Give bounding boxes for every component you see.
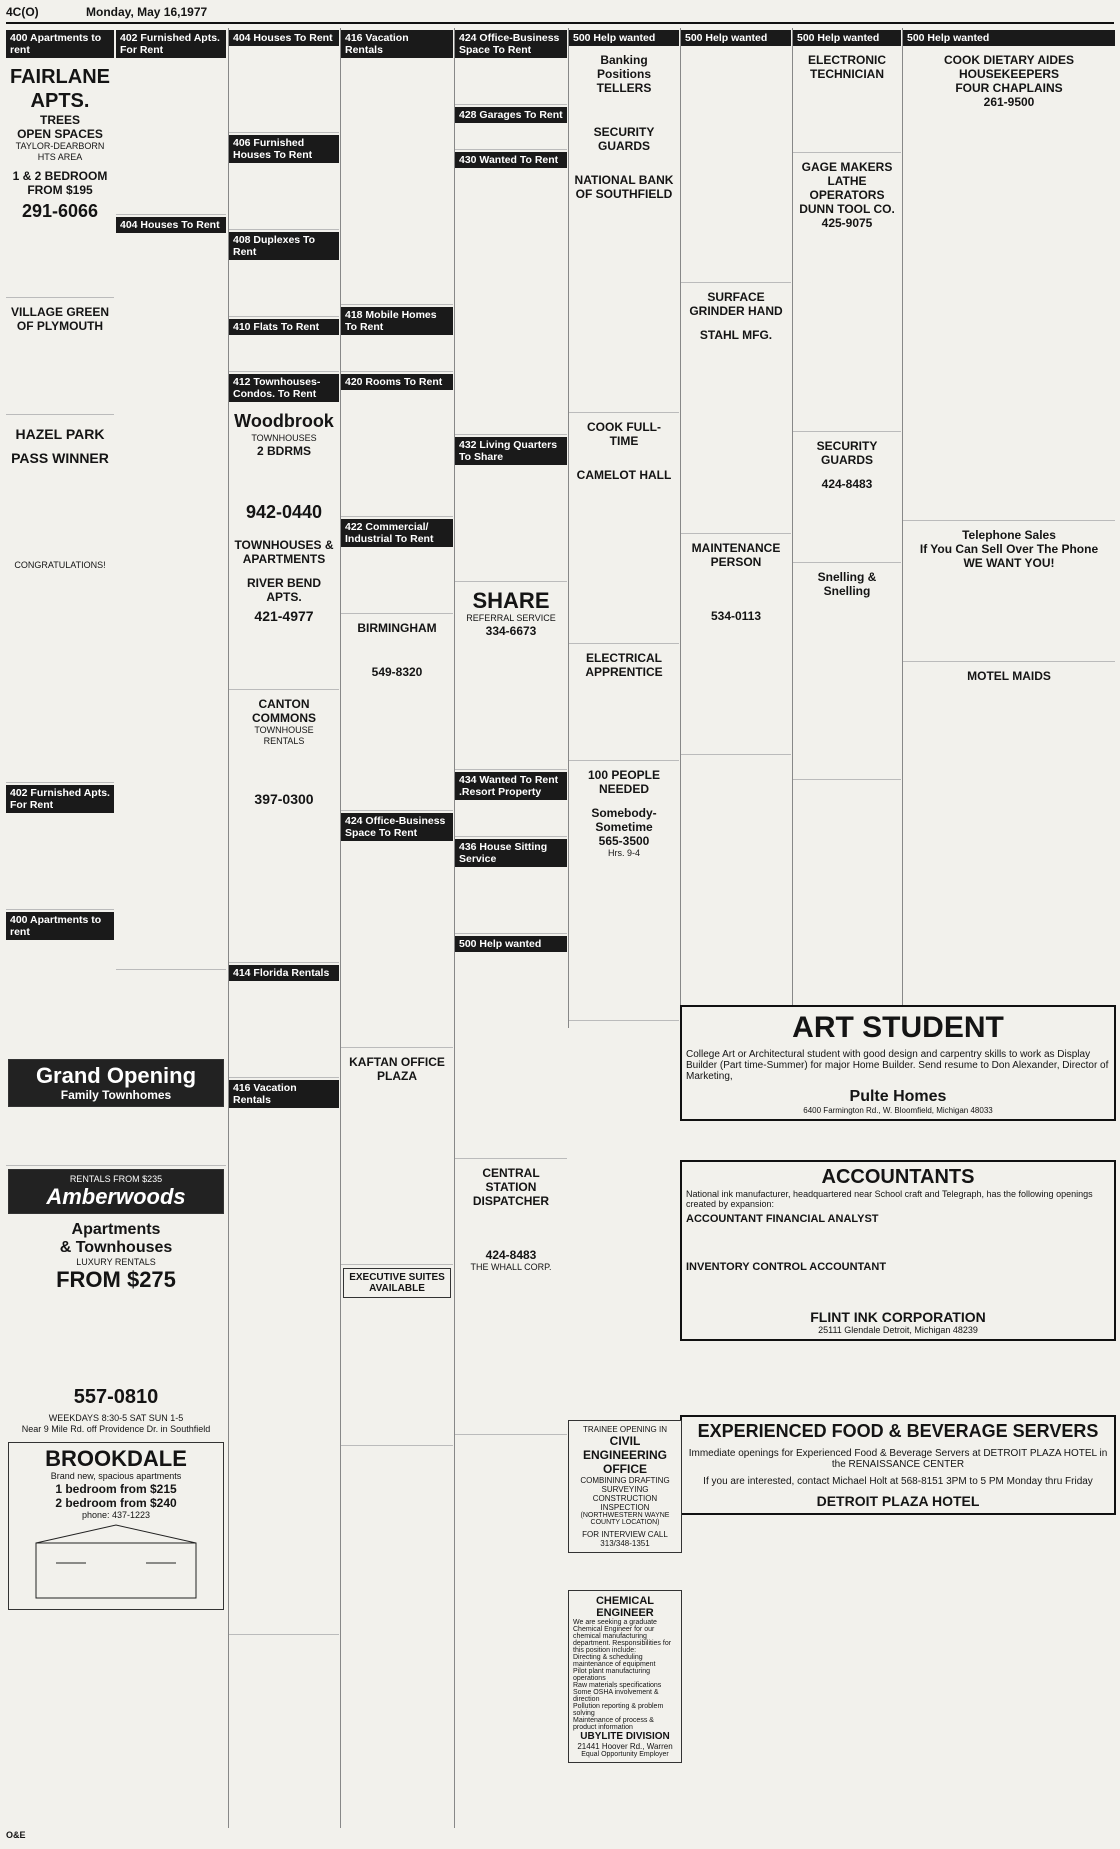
executive-title: EXECUTIVE SUITES AVAILABLE	[349, 1272, 445, 1294]
coach-l2: & Townhouses	[59, 1239, 173, 1256]
section-header-help-4: 500 Help wanted	[793, 30, 901, 46]
canton-ad	[231, 693, 337, 815]
fairlane-beds: 1 & 2 BEDROOM	[12, 169, 108, 183]
accountants-ad	[680, 1160, 1116, 1341]
art-student-ad	[680, 1005, 1116, 1121]
village-green-ad	[8, 301, 112, 337]
column-2	[116, 28, 226, 1053]
list-item	[6, 233, 114, 298]
cook-title: COOK FULL-TIME	[587, 420, 661, 448]
brookdale-phone: phone: 437-1223	[81, 1510, 151, 1520]
section-header-houses-2: 404 Houses To Rent	[229, 30, 339, 46]
list-item	[455, 467, 567, 582]
village-green-title: VILLAGE GREEN OF PLYMOUTH	[10, 305, 109, 333]
security-title: SECURITY GUARDS	[593, 125, 655, 153]
section-header-help-2: 500 Help wanted	[569, 30, 679, 46]
woodbrook-phone: 942-0440	[245, 502, 323, 522]
cook-ad	[571, 416, 677, 486]
list-item	[341, 1301, 453, 1446]
column-5	[454, 28, 567, 1828]
fairlane-title: FAIRLANE APTS.	[10, 66, 110, 112]
motel-ad	[905, 665, 1113, 687]
brookdale-p2: 2 bedroom from $240	[55, 1496, 177, 1510]
list-item	[229, 337, 339, 372]
gage-name: DUNN TOOL CO.	[799, 202, 895, 216]
section-header-garages: 428 Garages To Rent	[455, 107, 567, 123]
telephone-l3: WE WANT YOU!	[963, 556, 1055, 570]
fairlane-trees: TREES	[39, 113, 80, 127]
list-item	[455, 645, 567, 770]
list-item: Pilot plant manufacturing operations	[573, 1668, 651, 1682]
art-title: ART STUDENT	[792, 1011, 1004, 1044]
accountants-addr: 25111 Glendale Detroit, Michigan 48239	[818, 1325, 978, 1335]
kaftan-title: KAFTAN OFFICE PLAZA	[349, 1055, 445, 1083]
telephone-l2: If You Can Sell Over The Phone	[919, 542, 1099, 556]
civil-l3: (NORTHWESTERN WAYNE COUNTY LOCATION)	[580, 1512, 670, 1526]
telephone-l1: Telephone Sales	[962, 528, 1056, 542]
list-item	[341, 1090, 453, 1265]
motel-title: MOTEL MAIDS	[967, 669, 1051, 683]
list-item	[229, 818, 339, 963]
kaftan-ad	[343, 1051, 451, 1087]
coach-price: FROM $275	[56, 1267, 176, 1292]
list-item: Pollution reporting & problem solving	[573, 1703, 664, 1717]
grinder-title: SURFACE GRINDER HAND	[689, 290, 783, 318]
woodbrook-sub: TOWNHOUSES	[251, 433, 317, 443]
food-name: DETROIT PLAZA HOTEL	[816, 1493, 980, 1509]
somebody-title: Somebody-Sometime	[591, 806, 657, 834]
column-9	[902, 28, 1115, 1028]
fairlane-area: TAYLOR-DEARBORN HTS AREA	[15, 141, 105, 162]
art-addr: 6400 Farmington Rd., W. Bloomfield, Michigan 48033	[803, 1106, 993, 1115]
chemical-body: We are seeking a graduate Chemical Engineer for our chemical manufacturing department. Responsibilities for this position include:	[573, 1619, 672, 1654]
grand-opening-title: Grand Opening	[35, 1063, 197, 1088]
column-6	[568, 28, 679, 1028]
guards2-ad	[795, 435, 899, 495]
snelling-title: Snelling & Snelling	[817, 570, 877, 598]
amberwoods-rentals: RENTALS FROM $235	[69, 1174, 163, 1184]
fairlane-ad	[8, 61, 112, 230]
housekeeper-ad	[905, 49, 1113, 113]
food-body: Immediate openings for Experienced Food & Beverage Servers at DETROIT PLAZA HOTEL in the RENAISSANCE CENTER	[688, 1448, 1108, 1470]
central-name: THE WHALL CORP.	[470, 1262, 552, 1272]
list-item: Maintenance of process & product information	[573, 1717, 654, 1731]
column-8	[792, 28, 901, 1028]
section-header-duplexes: 408 Duplexes To Rent	[229, 232, 339, 260]
section-header-office: 424 Office-Business Space To Rent	[341, 813, 453, 841]
woodbrook-beds: 2 BDRMS	[256, 444, 311, 458]
list-item	[341, 549, 453, 614]
list-item	[455, 170, 567, 435]
river-bend-phone: 421-4977	[254, 608, 314, 624]
banking-ad	[571, 49, 677, 205]
page-footer: O&E	[6, 1830, 26, 1840]
list-item	[903, 116, 1115, 521]
list-item	[229, 1110, 339, 1635]
section-header-wanted: 430 Wanted To Rent	[455, 152, 567, 168]
list-item	[6, 578, 114, 783]
section-header-resort: 434 Wanted To Rent .Resort Property	[455, 772, 567, 800]
list-item	[341, 60, 453, 305]
accountants-title: ACCOUNTANTS	[821, 1166, 975, 1188]
list-item	[681, 630, 791, 755]
gage-title: GAGE MAKERS LATHE OPERATORS	[801, 160, 893, 202]
list-item	[229, 48, 339, 133]
woodbrook-title: Woodbrook	[234, 411, 334, 431]
fairlane-phone: 291-6066	[21, 201, 99, 221]
section-header-furnished-houses: 406 Furnished Houses To Rent	[229, 135, 339, 163]
housekeeper-name: FOUR CHAPLAINS	[955, 81, 1063, 95]
canton-title: CANTON COMMONS	[252, 697, 316, 725]
chemical-ad	[568, 1590, 682, 1763]
column-7	[680, 28, 791, 1028]
list-item	[455, 60, 567, 105]
birmingham-ad	[343, 617, 451, 683]
pct100-ad	[571, 764, 677, 863]
hazel-ad	[8, 418, 112, 575]
list-item	[903, 577, 1115, 662]
share-title: SHARE	[472, 588, 550, 613]
section-header-flats: 410 Flats To Rent	[229, 319, 339, 335]
telephone-ad	[905, 524, 1113, 574]
section-header-vacation: 416 Vacation Rentals	[229, 1080, 339, 1108]
guards2-title: SECURITY GUARDS	[816, 439, 878, 467]
snelling-ad	[795, 566, 899, 602]
chemical-title: CHEMICAL ENGINEER	[595, 1595, 655, 1619]
maint-ad	[683, 537, 789, 627]
section-header-townhouses: 412 Townhouses-Condos. To Rent	[229, 374, 339, 402]
accountants-name: FLINT INK CORPORATION	[810, 1309, 986, 1325]
section-header-florida: 414 Florida Rentals	[229, 965, 339, 981]
list-item	[229, 983, 339, 1078]
list-item	[793, 605, 901, 780]
building-illustration	[26, 1523, 206, 1603]
section-header-vacation-2: 416 Vacation Rentals	[341, 30, 453, 58]
river-bend-name: RIVER BEND APTS.	[246, 576, 321, 604]
list-item	[455, 125, 567, 150]
cook-name: CAMELOT HALL	[576, 468, 672, 482]
somebody-hours: Hrs. 9-4	[607, 848, 640, 858]
section-header-apartments: 400 Apartments to rent	[6, 30, 114, 58]
food-ad	[680, 1415, 1116, 1515]
banking-title: Banking Positions TELLERS	[596, 53, 652, 95]
column-4	[340, 28, 453, 1828]
list-item: Raw materials specifications	[573, 1682, 662, 1689]
list-item	[455, 954, 567, 1159]
pct100-title: 100 PEOPLE NEEDED	[587, 768, 661, 796]
list-item	[229, 165, 339, 230]
list-item	[569, 866, 679, 1021]
display-ads-block	[6, 1055, 226, 1825]
masthead	[6, 4, 1114, 24]
civil-title: CIVIL ENGINEERING OFFICE	[582, 1434, 667, 1476]
coach-house-ad	[8, 1217, 224, 1439]
amberwoods-name: Amberwoods	[46, 1184, 186, 1209]
nbd-title: NATIONAL BANK OF SOUTHFIELD	[574, 173, 674, 201]
list-item	[793, 237, 901, 432]
electrical-title: ELECTRICAL APPRENTICE	[585, 651, 663, 679]
hazel-congrats: CONGRATULATIONS!	[14, 560, 106, 570]
list-item	[569, 489, 679, 644]
coach-phone: 557-0810	[73, 1386, 159, 1408]
grinder-ad	[683, 286, 789, 346]
list-item: Some OSHA involvement & direction	[573, 1689, 659, 1703]
list-item	[793, 498, 901, 563]
list-item	[793, 88, 901, 153]
list-item	[341, 392, 453, 517]
art-body: College Art or Architectural student with good design and carpentry skills to work as Display Builder (Part time-Summer) for major Home Builder. Send resume to Don Alexander, Director of Marketing,	[686, 1049, 1109, 1082]
list-item	[6, 815, 114, 910]
coach-location: Near 9 Mile Rd. off Providence Dr. in Southfield	[21, 1424, 211, 1434]
list-item	[6, 340, 114, 415]
accountants-body: National ink manufacturer, headquartered near School craft and Telegraph, has the following openings created by expansion:	[686, 1189, 1093, 1209]
coach-hours: WEEKDAYS 8:30-5 SAT SUN 1-5	[48, 1413, 184, 1423]
civil-l2: COMBINING DRAFTING SURVEYING CONSTRUCTION INSPECTION	[580, 1476, 670, 1512]
civil-call: FOR INTERVIEW CALL 313/348-1351	[582, 1530, 668, 1548]
fairlane-price: FROM $195	[27, 183, 93, 197]
river-bend-title: TOWNHOUSES & APARTMENTS	[234, 538, 334, 566]
maint-title: MAINTENANCE PERSON	[691, 541, 781, 569]
hazel-title: HAZEL PARK PASS WINNER	[11, 426, 109, 466]
somebody-phone: 565-3500	[598, 834, 650, 848]
fairlane-open: OPEN SPACES	[17, 127, 103, 141]
section-header-mobile-homes: 418 Mobile Homes To Rent	[341, 307, 453, 335]
civil-ad	[568, 1420, 682, 1553]
list-item	[681, 349, 791, 534]
list-item	[341, 686, 453, 811]
list-item	[6, 1111, 226, 1166]
list-item	[455, 869, 567, 934]
maint-phone: 534-0113	[710, 609, 762, 623]
grand-opening-sub: Family Townhomes	[60, 1088, 172, 1102]
list-item	[229, 635, 339, 690]
share-ad	[457, 585, 565, 642]
section-header-houses: 404 Houses To Rent	[116, 217, 226, 233]
list-item: Directing & scheduling maintenance of equipment	[573, 1654, 656, 1668]
gage-ad	[795, 156, 899, 234]
electronic-ad	[795, 49, 899, 85]
housekeeper-title: COOK DIETARY AIDES HOUSEKEEPERS	[943, 53, 1074, 81]
birmingham-title: BIRMINGHAM	[357, 621, 437, 635]
column-3	[228, 28, 339, 1828]
canton-phone: 397-0300	[254, 791, 314, 807]
list-item	[341, 843, 453, 1048]
brookdale-p1: 1 bedroom from $215	[55, 1482, 177, 1496]
share-sub: REFERRAL SERVICE	[466, 613, 556, 623]
grinder-name: STAHL MFG.	[699, 328, 773, 342]
chemical-eoe: Equal Opportunity Employer	[581, 1751, 669, 1758]
list-item	[569, 208, 679, 413]
coach-l1: Apartments	[71, 1221, 161, 1238]
brookdale-l1: Brand new, spacious apartments	[50, 1471, 182, 1481]
list-item	[341, 337, 453, 372]
accountants-t2: INVENTORY CONTROL ACCOUNTANT	[686, 1261, 887, 1273]
section-header-help: 500 Help wanted	[455, 936, 567, 952]
central-title: CENTRAL STATION DISPATCHER	[472, 1166, 550, 1208]
section-header-apartments-2: 400 Apartments to rent	[6, 912, 114, 940]
amberwoods-ad	[8, 1169, 224, 1214]
list-item	[116, 235, 226, 970]
list-item	[455, 802, 567, 837]
list-item	[116, 60, 226, 215]
issue-date: Monday, May 16,1977	[86, 5, 208, 19]
chemical-addr: 21441 Hoover Rd., Warren	[577, 1742, 673, 1751]
brookdale-ad	[8, 1442, 224, 1610]
chemical-name: UBYLITE DIVISION	[580, 1731, 670, 1742]
gage-phone: 425-9075	[821, 216, 873, 230]
list-item	[229, 262, 339, 317]
food-title: EXPERIENCED FOOD & BEVERAGE SERVERS	[697, 1421, 1099, 1441]
brookdale-name: BROOKDALE	[45, 1446, 187, 1471]
electrical-ad	[571, 647, 677, 683]
woodbrook-ad	[231, 405, 337, 531]
list-item	[455, 1280, 567, 1435]
list-item	[569, 686, 679, 761]
section-header-commercial: 422 Commercial/ Industrial To Rent	[341, 519, 453, 547]
housekeeper-phone: 261-9500	[983, 95, 1035, 109]
section-header-furnished-apts-2: 402 Furnished Apts. For Rent	[116, 30, 226, 58]
share-phone: 334-6673	[485, 624, 537, 638]
canton-sub: TOWNHOUSE RENTALS	[254, 725, 314, 746]
page-number: 4C(O)	[6, 5, 39, 19]
central-ad	[457, 1162, 565, 1277]
river-bend-ad	[231, 534, 337, 632]
accountants-t1: ACCOUNTANT FINANCIAL ANALYST	[686, 1213, 879, 1225]
section-header-help-3: 500 Help wanted	[681, 30, 791, 46]
section-header-sitting: 436 House Sitting Service	[455, 839, 567, 867]
central-phone: 424-8483	[485, 1248, 537, 1262]
food-contact: If you are interested, contact Michael Holt at 568-8151 3PM to 5 PM Monday thru Friday	[703, 1476, 1093, 1487]
section-header-living: 432 Living Quarters To Share	[455, 437, 567, 465]
section-header-help-5: 500 Help wanted	[903, 30, 1115, 46]
guards2-phone: 424-8483	[821, 477, 873, 491]
section-header-rooms: 420 Rooms To Rent	[341, 374, 453, 390]
section-header-furnished-apts: 402 Furnished Apts. For Rent	[6, 785, 114, 813]
section-header-office-2: 424 Office-Business Space To Rent	[455, 30, 567, 58]
executive-suites-ad	[343, 1268, 451, 1298]
list-item	[681, 48, 791, 283]
electronic-title: ELECTRONIC TECHNICIAN	[808, 53, 886, 81]
birmingham-phone: 549-8320	[371, 665, 423, 679]
civil-l1: TRAINEE OPENING IN	[582, 1425, 667, 1434]
coach-l3: LUXURY RENTALS	[76, 1257, 156, 1267]
grand-opening-ad	[8, 1059, 224, 1107]
art-name: Pulte Homes	[849, 1088, 947, 1105]
